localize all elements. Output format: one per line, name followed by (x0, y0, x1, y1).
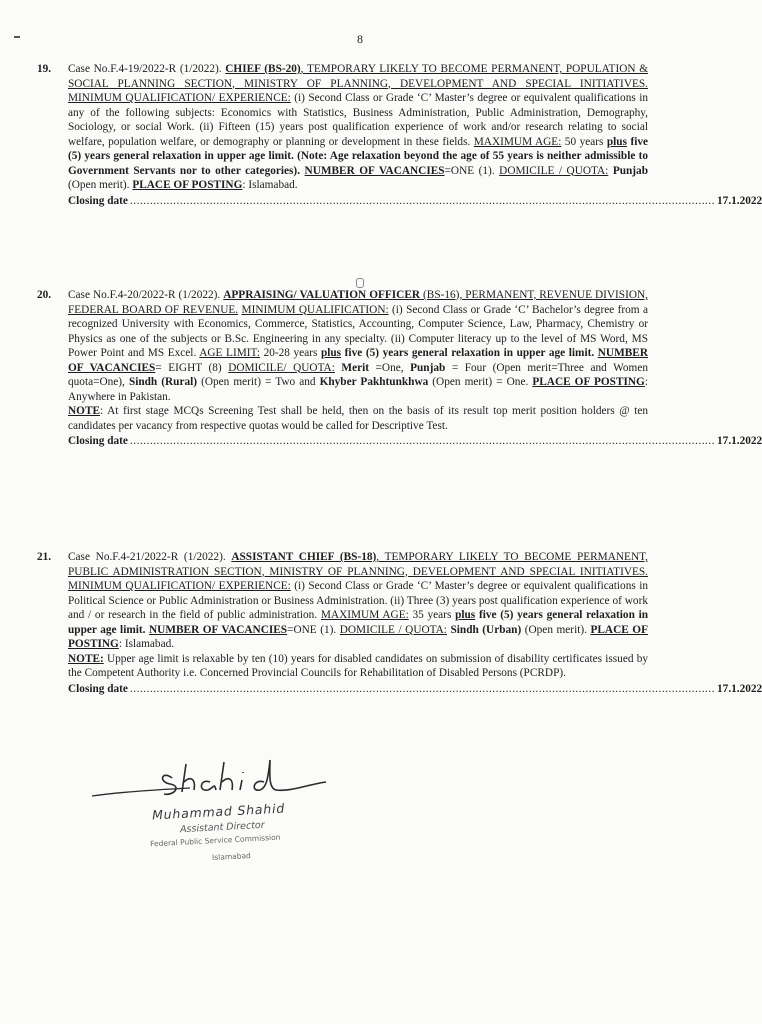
closing-date-label: Closing date (68, 682, 128, 695)
case-notes (68, 652, 648, 681)
note-paragraph (68, 404, 648, 433)
note-paragraph (68, 652, 648, 681)
text-segment: NUMBER OF VACANCIES (68, 347, 648, 374)
case-21 (37, 550, 762, 696)
text-segment: Case No.F.4-19/2022-R (1/2022). (68, 63, 226, 75)
text-segment: DOMICILE/ QUOTA: (228, 361, 335, 374)
signature-block (90, 752, 390, 892)
text-segment: : Islamabad. (118, 638, 175, 650)
text-segment: plus (606, 135, 627, 148)
case-number: 21. (37, 551, 52, 563)
leader-dots: ................................................................................................................................................................................ (129, 435, 716, 447)
text-segment: five (5) years general relaxation in upper age limit. (341, 347, 595, 359)
text-segment: (i) Second Class or Grade ‘C’ Master’s degree or equivalent qualifications in any of the following subjects: Economics with Statistics, Business Administration, Public Administration, Demography, Sociology, or social Work. (ii) Fifteen (15) years post qualification experience of work and/or research relating to social welfare, population welfare, or demography or planning or development in these fields. (68, 92, 648, 148)
text-segment: 50 years (561, 135, 607, 148)
note-text: : At first stage MCQs Screening Test shall be held, then on the basis of its result top merit position holders @ ten candidates per vacancy from respective quotas would be called for Descriptive Test. (68, 405, 648, 432)
text-segment: (Open merit) = One. (428, 376, 533, 388)
text-segment: Punjab (612, 164, 648, 177)
text-segment: (BS-16), PERMANENT, REVENUE DIVISION, FEDERAL BOARD OF REVENUE. (68, 289, 648, 316)
closing-date-value: 17.1.2022 (717, 194, 762, 207)
text-segment: MINIMUM QUALIFICATION/ EXPERIENCE: (68, 92, 291, 104)
text-segment: (Open merit). (68, 179, 133, 191)
leader-dots: ................................................................................................................................................................................ (129, 682, 716, 695)
signatory-organization: Federal Public Service Commission (149, 832, 281, 849)
text-segment: =ONE (1). (444, 164, 500, 177)
text-segment: (Open merit) = Two and (197, 376, 320, 388)
text-segment: ASSISTANT CHIEF (BS-18) (231, 551, 377, 563)
case-20 (37, 288, 762, 449)
signatory-title: Assistant Director (179, 819, 265, 836)
text-segment: plus (455, 609, 476, 621)
text-segment: plus (320, 347, 342, 359)
note-label: NOTE: (68, 652, 104, 665)
handwritten-signature (90, 752, 330, 812)
text-segment: , TEMPORARY LIKELY TO BECOME PERMANENT, POPULATION & SOCIAL PLANNING SECTION, MINISTRY OF PLANNING, DEVELOPMENT AND SPECIAL INITIATIVES. (68, 63, 648, 90)
text-segment: Merit (341, 361, 369, 374)
closing-date-line (68, 434, 762, 449)
text-segment: Sindh (Rural) (128, 376, 198, 388)
text-segment: MAXIMUM AGE: (473, 135, 562, 148)
case-notes (68, 404, 648, 433)
text-segment: AGE LIMIT: (199, 347, 260, 359)
text-segment: NUMBER OF VACANCIES (149, 623, 288, 636)
text-segment: (i) Second Class or Grade ‘C’ Master’s degree or equivalent qualifications in Political Science or Public Administration or Business Administration. (ii) Three (3) years post qualification experience of work and / or research in the field of public administration. (68, 580, 648, 621)
text-segment: five (5) years general relaxation in upper age limit. (68, 609, 649, 636)
text-segment: 20-28 years (260, 347, 321, 359)
signatory-city: Islamabad (211, 850, 252, 863)
scan-mark-small (356, 278, 364, 288)
text-segment: : Islamabad. (242, 179, 298, 191)
signatory-name: Muhammad Shahid (151, 800, 286, 823)
text-segment: CHIEF (BS-20) (225, 63, 301, 75)
text-segment: =ONE (1). (287, 623, 340, 636)
text-segment: Khyber Pakhtunkhwa (319, 376, 429, 388)
closing-date-line (68, 194, 762, 209)
text-segment: PLACE OF POSTING (132, 179, 243, 191)
text-segment: PLACE OF POSTING (68, 623, 648, 650)
text-segment: : Anywhere in Pakistan. (68, 376, 648, 403)
text-segment: Case No.F.4-21/2022-R (1/2022). (68, 551, 232, 563)
text-segment: 35 years (408, 609, 456, 621)
case-number: 20. (37, 289, 52, 301)
case-number: 19. (37, 63, 52, 75)
closing-date-line (68, 682, 762, 697)
text-segment: MINIMUM QUALIFICATION/ EXPERIENCE: (68, 580, 291, 592)
leader-dots: ................................................................................................................................................................................ (129, 194, 716, 207)
text-segment: Punjab (410, 361, 446, 374)
text-segment: PLACE OF POSTING (532, 376, 645, 388)
case-text (68, 62, 648, 193)
text-segment: NUMBER OF VACANCIES (304, 164, 445, 177)
text-segment: five (5) years general relaxation in upper age limit. (Note: Age relaxation beyond the age of 55 years is neither admissible to Government Servants nor to other categories). (68, 135, 649, 177)
note-label: NOTE (68, 405, 101, 417)
closing-date-label: Closing date (68, 435, 128, 447)
case-text (68, 288, 648, 404)
closing-date-value: 17.1.2022 (717, 682, 762, 695)
note-text: Upper age limit is relaxable by ten (10) years for disabled candidates on submission of disability certificates issued by the Competent Authority i.e. Concerned Provincial Councils for Rehabilitation of Disabled Persons (PCRDP). (68, 652, 648, 679)
text-segment: DOMICILE / QUOTA: (339, 623, 447, 636)
text-segment: Case No.F.4-20/2022-R (1/2022). (68, 289, 224, 301)
text-segment: MINIMUM QUALIFICATION: (241, 303, 389, 316)
closing-date-label: Closing date (68, 194, 128, 207)
text-segment: , TEMPORARY LIKELY TO BECOME PERMANENT, PUBLIC ADMINISTRATION SECTION, MINISTRY OF PLANNING, DEVELOPMENT AND SPECIAL INITIATIVES. (68, 551, 648, 578)
case-19 (37, 62, 762, 208)
text-segment: (i) Second Class or Grade ‘C’ Bachelor’s degree from a recognized University with Economics, Commerce, Statistics, Accounting, Computer Science, Law, Pharmacy, Chemistry or Physics as one of the subjects or B.Sc. Engineering in any specialty. (ii) Computer literacy up to the level of MS Word, MS Power Point and MS Excel. (68, 303, 648, 359)
page-number: 8 (357, 32, 363, 46)
text-segment: =One, (369, 361, 411, 374)
text-segment: = Four (Open merit=Three and Women quota=One), (68, 361, 648, 388)
text-segment: (Open merit). (521, 623, 591, 636)
case-text (68, 550, 648, 652)
text-segment: MAXIMUM AGE: (320, 609, 409, 621)
text-segment: Sindh (Urban) (450, 623, 522, 636)
text-segment: APPRAISING/ VALUATION OFFICER (223, 289, 421, 301)
text-segment: = EIGHT (8) (155, 361, 229, 374)
closing-date-value: 17.1.2022 (717, 435, 762, 447)
text-segment: DOMICILE / QUOTA: (499, 164, 609, 177)
